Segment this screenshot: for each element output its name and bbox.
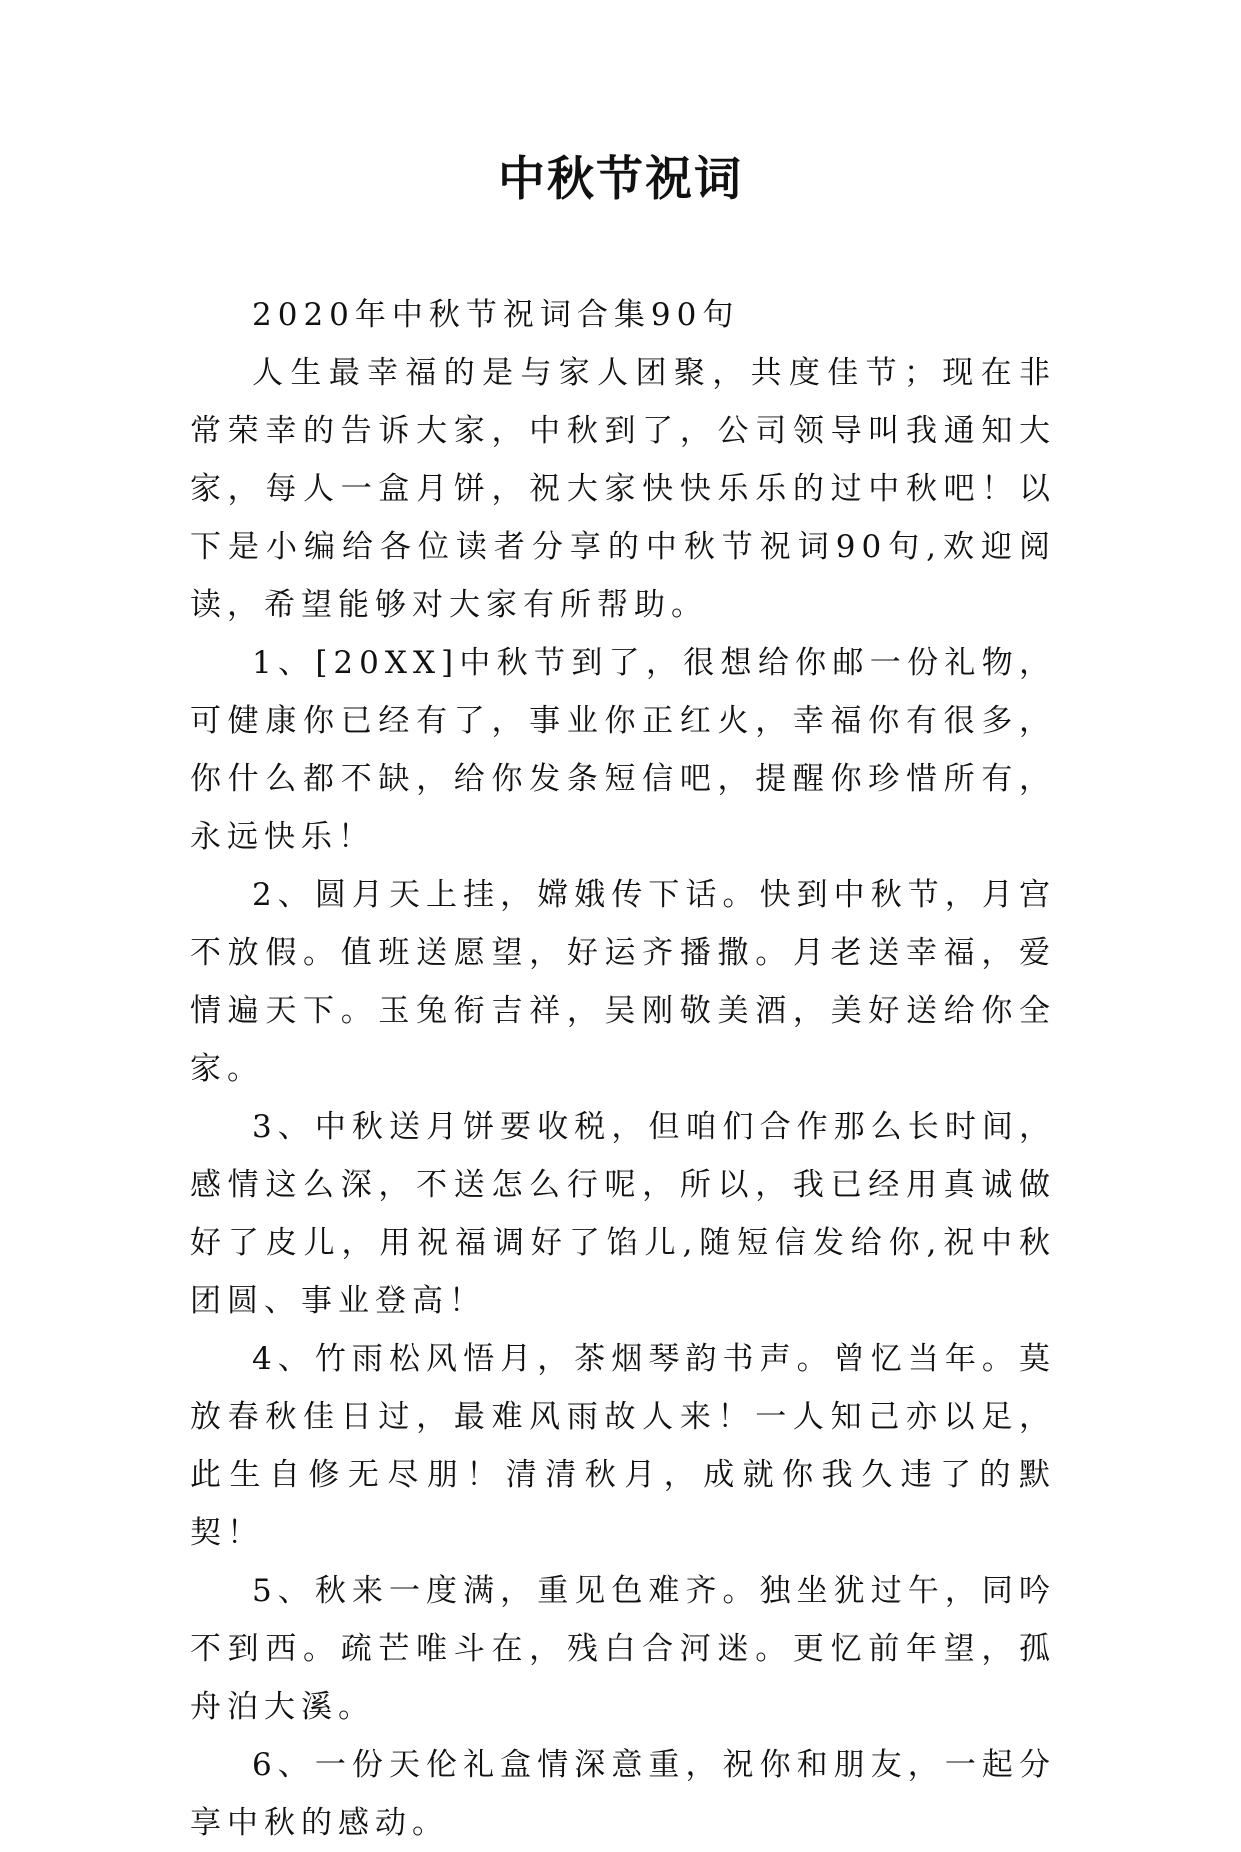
greeting-item-5: 5、秋来一度满，重见色难齐。独坐犹过午，同吟不到西。疏芒唯斗在，残白合河迷。更忆前年望，孤舟泊大溪。	[190, 1573, 1056, 1725]
intro-paragraph: 人生最幸福的是与家人团聚，共度佳节；现在非常荣幸的告诉大家，中秋到了，公司领导叫我通知大家，每人一盒月饼，祝大家快快乐乐的过中秋吧！以下是小编给各位读者分享的中秋节祝词90句,欢迎阅读，希望能够对大家有所帮助。	[190, 355, 1056, 623]
document-title: 中秋节祝词	[498, 152, 743, 207]
greeting-item-4: 4、竹雨松风悟月，茶烟琴韵书声。曾忆当年。莫放春秋佳日过，最难风雨故人来！一人知己亦以足，此生自修无尽朋！清清秋月，成就你我久违了的默契！	[190, 1341, 1056, 1551]
greeting-item-3: 3、中秋送月饼要收税，但咱们合作那么长时间，感情这么深，不送怎么行呢，所以，我已经用真诚做好了皮儿，用祝福调好了馅儿,随短信发给你,祝中秋团圆、事业登高！	[190, 1109, 1056, 1319]
document-body	[190, 286, 1056, 1852]
greeting-item-6: 6、一份天伦礼盒情深意重，祝你和朋友，一起分享中秋的感动。	[190, 1747, 1056, 1841]
subtitle-paragraph: 2020年中秋节祝词合集90句	[252, 297, 740, 333]
greeting-item-2: 2、圆月天上挂，嫦娥传下话。快到中秋节，月宫不放假。值班送愿望，好运齐播撒。月老送幸福，爱情遍天下。玉兔衔吉祥，吴刚敬美酒，美好送给你全家。	[190, 877, 1056, 1087]
greeting-item-1: 1、[20XX]中秋节到了，很想给你邮一份礼物，可健康你已经有了，事业你正红火，幸福你有很多，你什么都不缺，给你发条短信吧，提醒你珍惜所有，永远快乐！	[190, 645, 1056, 855]
